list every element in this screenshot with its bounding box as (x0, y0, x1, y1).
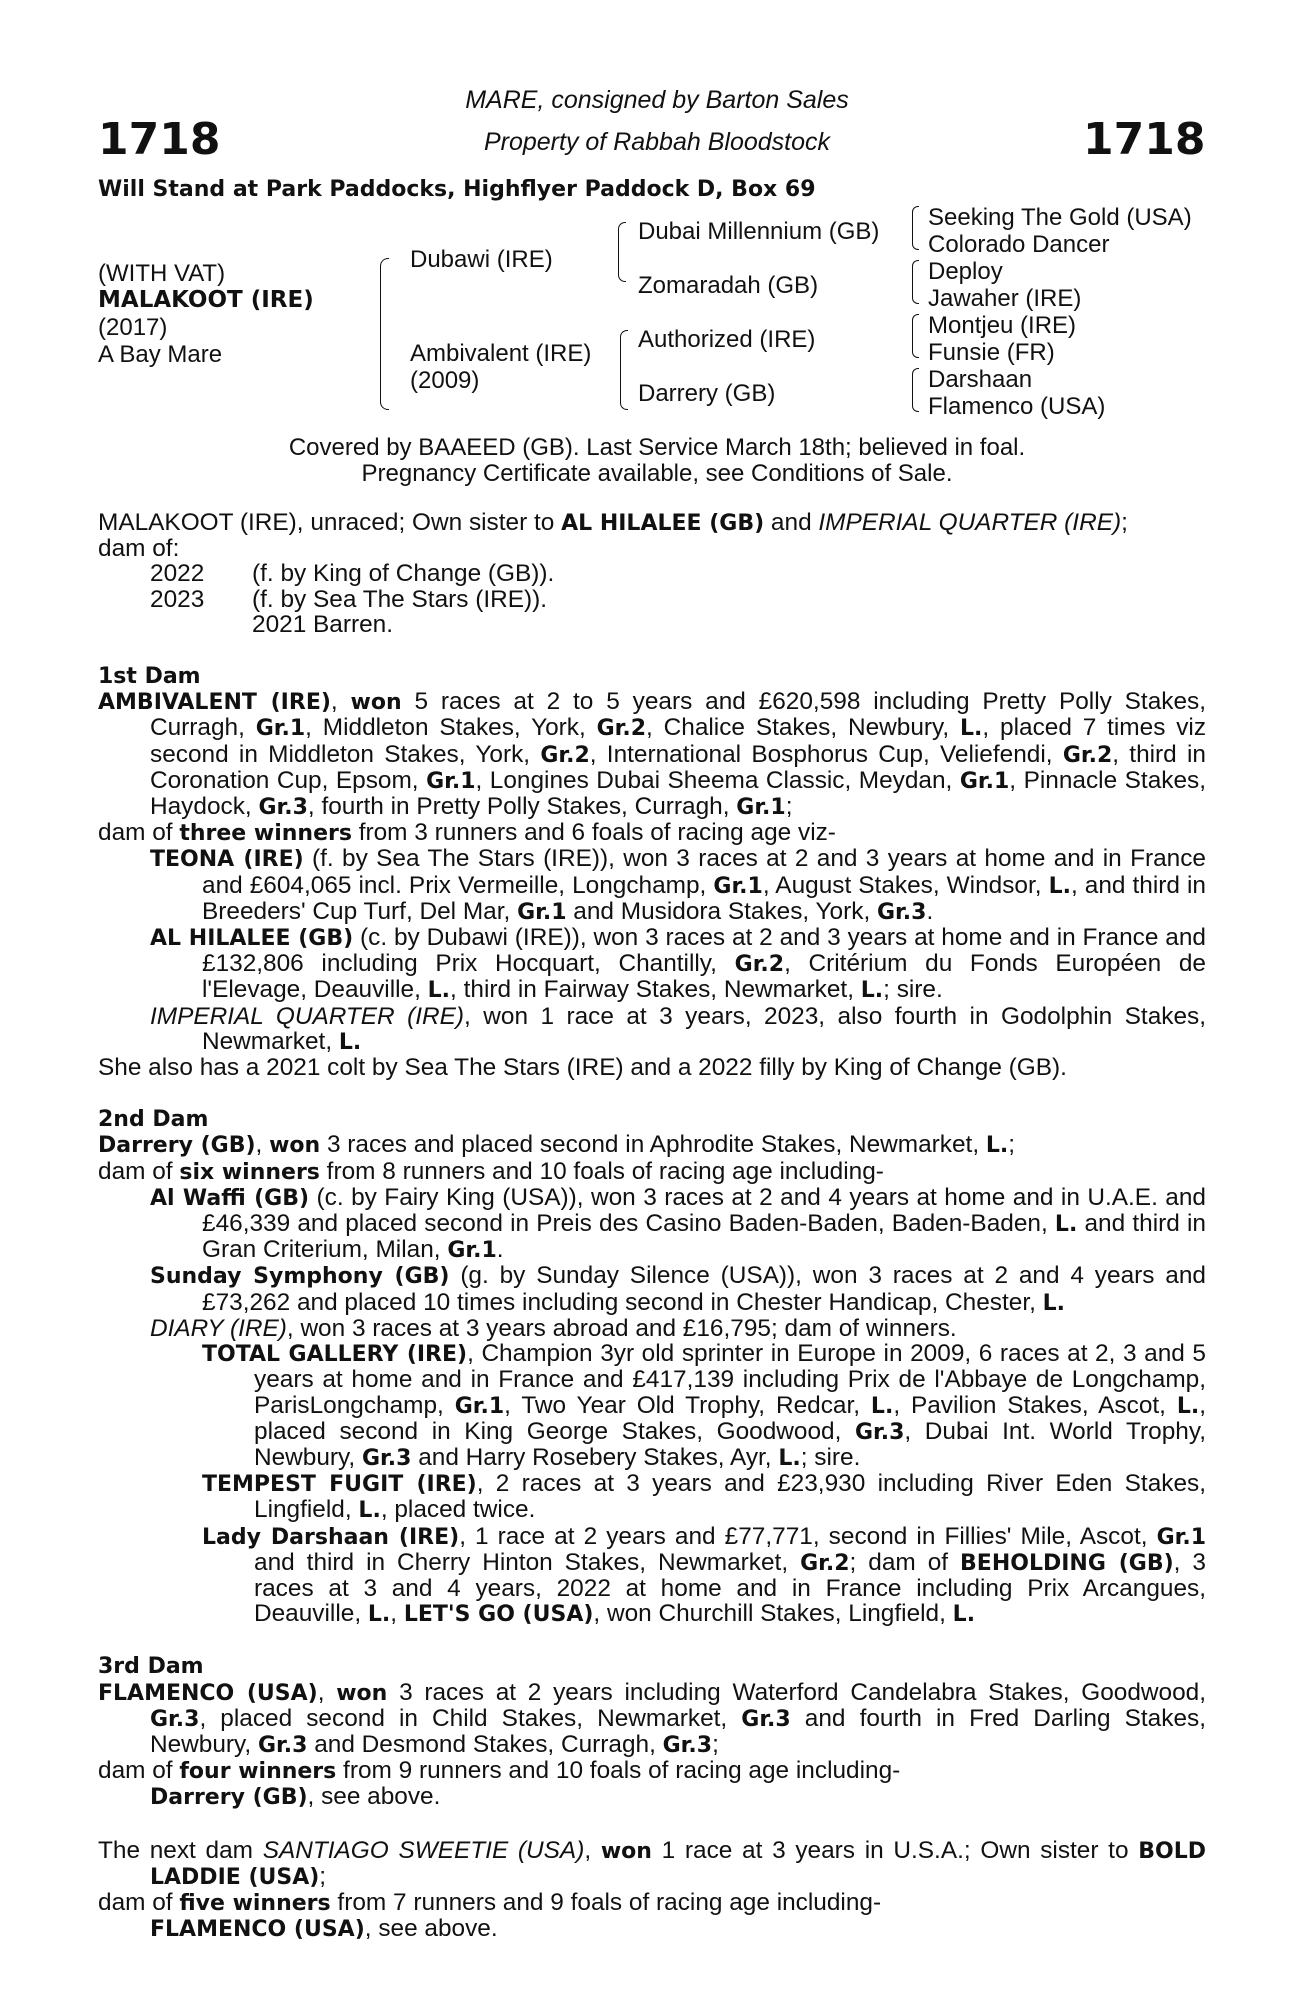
intro-paragraph: MALAKOOT (IRE), unraced; Own sister to AL HILALEE (GB) and IMPERIAL QUARTER (IRE); (98, 509, 1128, 536)
lot-number-left: 1718 (98, 114, 221, 165)
property-line: Property of Rabbah Bloodstock (483, 128, 831, 156)
pedigree-ssd: Colorado Dancer (928, 231, 1110, 258)
brace-ds (912, 314, 919, 358)
first-dam-produce-summary: dam of three winners from 3 runners and 6 foals of racing age viz- (98, 819, 836, 847)
pregnancy-line: Pregnancy Certificate available, see Conditions of Sale. (361, 460, 953, 487)
pedigree-dam-sire: Authorized (IRE) (638, 326, 816, 353)
horse-description: A Bay Mare (98, 341, 223, 368)
first-dam-heading: 1st Dam (98, 664, 201, 690)
intro-dam-of: dam of: (98, 535, 180, 563)
brace-dd (912, 368, 919, 412)
pedigree-dam-dam: Darrery (GB) (638, 380, 776, 407)
second-dam-record: Darrery (GB), won 3 races and placed second in Aphrodite Stakes, Newmarket, L.; (98, 1131, 1016, 1159)
pedigree-dss: Montjeu (IRE) (928, 312, 1077, 339)
produce-teona: TEONA (IRE) (f. by Sea The Stars (IRE)), won 3 races at 2 and 3 years at home and in France and £604,065 incl. Prix Vermeille, Longchamp, Gr.1, August Stakes, Windsor, L., and third in Breeders' Cup Turf, Del Mar, Gr.1 and Musidora Stakes, York, Gr.3. (150, 845, 1206, 925)
produce-imperial-quarter: IMPERIAL QUARTER (IRE), won 1 race at 3 years, 2023, also fourth in Godolphin Stakes, Newmarket, L. (150, 1002, 1206, 1055)
consignment-line: MARE, consigned by Barton Sales (465, 86, 849, 114)
second-dam-heading: 2nd Dam (98, 1107, 209, 1133)
brace-sire (618, 222, 626, 282)
third-dam-record: FLAMENCO (USA), won 3 races at 2 years including Waterford Candelabra Stakes, Goodwood, Gr.3, placed second in Child Stakes, Newmarket, Gr.3 and fourth in Fred Darling Stakes, Newbury, Gr.3 and Desmond Stakes, Curragh, Gr.3; (98, 1678, 1206, 1758)
produce-darrery: Darrery (GB), see above. (150, 1783, 441, 1811)
next-dam-record: The next dam SANTIAGO SWEETIE (USA), won 1 race at 3 years in U.S.A.; Own sister to BOLD LADDIE (USA); (98, 1836, 1206, 1890)
second-dam-produce-summary: dam of six winners from 8 runners and 10 foals of racing age including- (98, 1157, 884, 1185)
produce-tempest-fugit: TEMPEST FUGIT (IRE), 2 races at 3 years and £23,930 including River Eden Stakes, Lingfield, L., placed twice. (202, 1470, 1206, 1524)
pedigree-ddd: Flamenco (USA) (928, 393, 1106, 420)
foal-row: 2022 (f. by King of Change (GB)). (150, 560, 555, 588)
produce-sunday-symphony: Sunday Symphony (GB) (g. by Sunday Silence (USA)), won 3 races at 2 and 4 years and £73,262 and placed 10 times including second in Chester Handicap, Chester, L. (150, 1262, 1206, 1316)
produce-flamenco: FLAMENCO (USA), see above. (150, 1915, 498, 1943)
pedigree-dsd: Funsie (FR) (928, 339, 1055, 366)
produce-lady-darshaan: Lady Darshaan (IRE), 1 race at 2 years and £77,771, second in Fillies' Mile, Ascot, Gr.1 and third in Cherry Hinton Stakes, Newmarket, Gr.2; dam of BEHOLDING (GB), 3 races at 3 and 4 years, 2022 at home and in France including Prix Arcangues, Deauville, L., LET'S GO (USA), won Churchill Stakes, Lingfield, L. (202, 1522, 1206, 1628)
first-dam-record: AMBIVALENT (IRE), won 5 races at 2 to 5 years and £620,598 including Pretty Polly Stakes, Curragh, Gr.1, Middleton Stakes, York, Gr.2, Chalice Stakes, Newbury, L., placed 7 times viz second in Middleton Stakes, York, Gr.2, International Bosphorus Cup, Veliefendi, Gr.2, third in Coronation Cup, Epsom, Gr.1, Longines Dubai Sheema Classic, Meydan, Gr.1, Pinnacle Stakes, Haydock, Gr.3, fourth in Pretty Polly Stakes, Curragh, Gr.1; (98, 688, 1207, 821)
pedigree-sdd: Jawaher (IRE) (928, 285, 1082, 312)
produce-diary: DIARY (IRE), won 3 races at 3 years abroad and £16,795; dam of winners. (150, 1314, 957, 1342)
pedigree-sire: Dubawi (IRE) (410, 246, 553, 273)
catalogue-body (98, 510, 1206, 1942)
lot-number-right: 1718 (1083, 114, 1206, 165)
pedigree-sire-sire: Dubai Millennium (GB) (638, 218, 880, 245)
pedigree-sire-dam: Zomaradah (GB) (638, 272, 819, 299)
brace-sd (912, 260, 919, 304)
foal-row: 2023 (f. by Sea The Stars (IRE)). (150, 585, 548, 613)
pedigree-sds: Deploy (928, 258, 1003, 285)
brace-ss (912, 206, 919, 250)
vat-status: (WITH VAT) (98, 260, 226, 287)
foal-row: 2021 Barren. (252, 610, 394, 638)
pedigree-dds: Darshaan (928, 366, 1033, 393)
horse-year: (2017) (98, 314, 168, 341)
brace-gen1 (380, 258, 389, 410)
first-dam-note: She also has a 2021 colt by Sea The Stars (IRE) and a 2022 filly by King of Change (GB). (98, 1054, 1067, 1082)
produce-al-waffi: Al Waffi (GB) (c. by Fairy King (USA)), won 3 races at 2 and 4 years at home and in U.A.E. and £46,339 and placed second in Preis des Casino Baden-Baden, Baden-Baden, L. and third in Gran Criterium, Milan, Gr.1. (150, 1183, 1206, 1264)
third-dam-heading: 3rd Dam (98, 1654, 204, 1680)
next-dam-produce-summary: dam of five winners from 7 runners and 9 foals of racing age including- (98, 1888, 882, 1916)
produce-total-gallery: TOTAL GALLERY (IRE), Champion 3yr old sprinter in Europe in 2009, 6 races at 2, 3 and 5 years at home and in France and £417,139 including Prix de l'Abbaye de Longchamp, ParisLongchamp, Gr.1, Two Year Old Trophy, Redcar, L., Pavilion Stakes, Ascot, L., placed second in King George Stakes, Goodwood, Gr.3, Dubai Int. World Trophy, Newbury, Gr.3 and Harry Rosebery Stakes, Ayr, L.; sire. (202, 1340, 1206, 1471)
brace-dam (620, 330, 628, 410)
third-dam-produce-summary: dam of four winners from 9 runners and 10 foals of racing age including- (98, 1757, 901, 1785)
stand-location: Will Stand at Park Paddocks, Highflyer Paddock D, Box 69 (98, 177, 816, 202)
pedigree-dam-year: (2009) (410, 367, 480, 394)
horse-name: MALAKOOT (IRE) (98, 287, 314, 313)
covered-line: Covered by BAAEED (GB). Last Service March 18th; believed in foal. (288, 434, 1026, 461)
produce-al-hilalee: AL HILALEE (GB) (c. by Dubawi (IRE)), won 3 races at 2 and 3 years at home and in France and £132,806 including Prix Hocquart, Chantilly, Gr.2, Critérium du Fonds Européen de l'Elevage, Deauville, L., third in Fairway Stakes, Newmarket, L.; sire. (150, 924, 1206, 1004)
pedigree-dam: Ambivalent (IRE) (410, 340, 592, 367)
pedigree-sss: Seeking The Gold (USA) (928, 204, 1192, 231)
